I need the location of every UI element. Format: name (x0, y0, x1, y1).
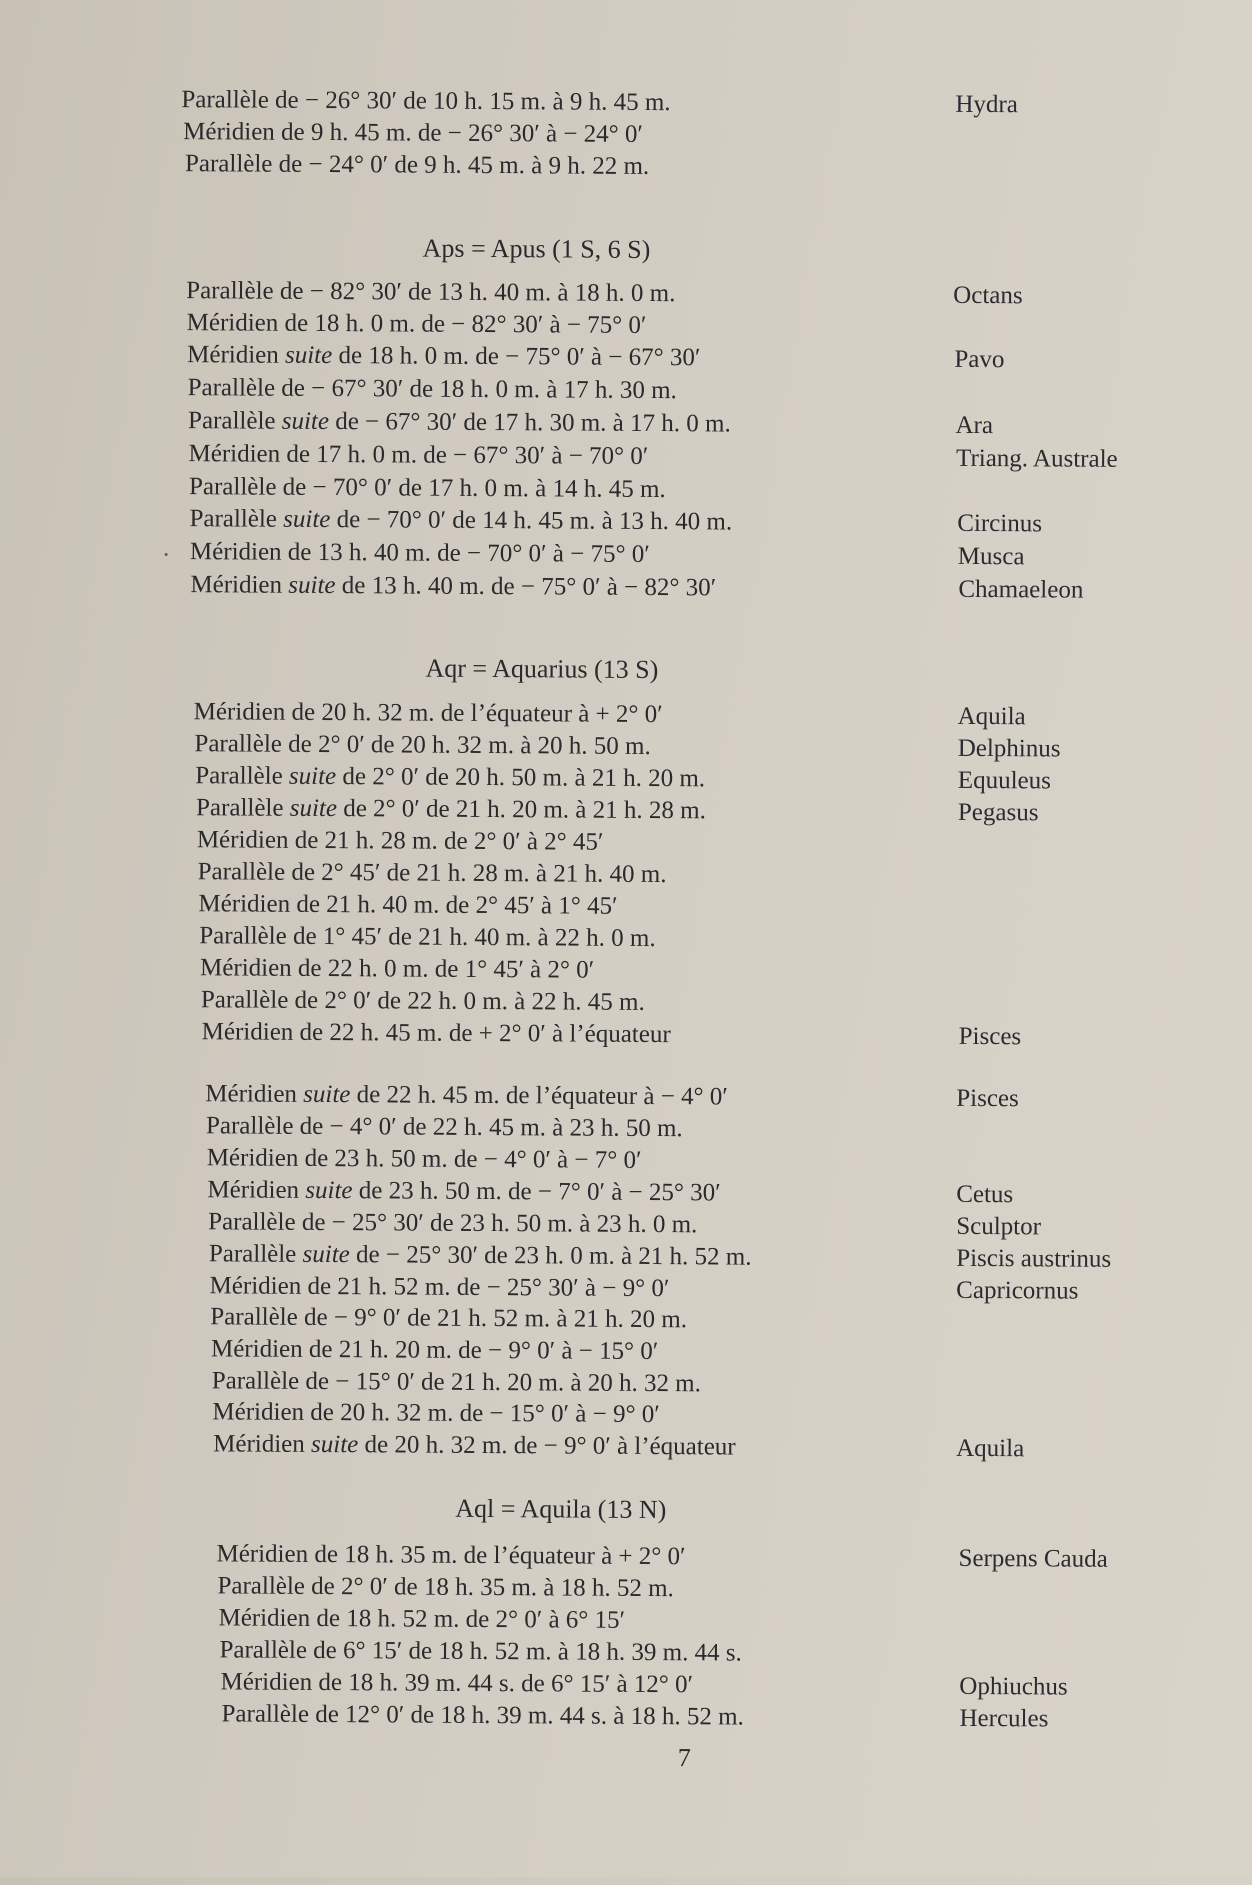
boundary-description (207, 1142, 642, 1177)
description-text: Méridien de 21 h. 40 m. de 2° 45′ à 1° 45′ (198, 890, 618, 920)
boundary-description (210, 1301, 687, 1336)
boundary-description (196, 792, 706, 827)
description-text: Parallèle de 6° 15′ de 18 h. 52 m. à 18 h. 39 m. 44 s. (219, 1636, 742, 1667)
neighbor-constellation: Aquila (956, 1434, 1025, 1463)
neighbor-constellation: Sculptor (956, 1212, 1042, 1241)
boundary-description (221, 1698, 744, 1733)
description-text: Méridien de 23 h. 50 m. de − 4° 0′ à − 7° 0′ (206, 1144, 642, 1174)
neighbor-constellation: Ophiuchus (959, 1672, 1068, 1701)
boundary-description (208, 1206, 697, 1241)
neighbor-constellation: Chamaeleon (958, 575, 1084, 604)
description-text: Méridien de 9 h. 45 m. de − 26° 30′ à − 24° 0′ (183, 118, 644, 148)
boundary-description (181, 84, 670, 119)
boundary-description (218, 1602, 625, 1636)
suite-word: suite (303, 1080, 351, 1109)
boundary-description (199, 920, 656, 955)
description-text: Parallèle de − 24° 0′ de 9 h. 45 m. à 9 h. 22 m. (184, 150, 650, 180)
description-text-continued: de − 70° 0′ de 14 h. 45 m. à 13 h. 40 m. (330, 506, 733, 536)
description-text: Méridien de 18 h. 0 m. de − 82° 30′ à − 75° 0′ (186, 309, 647, 339)
neighbor-constellation: Musca (957, 542, 1025, 571)
boundary-row (0, 1015, 1194, 1054)
boundary-description (212, 1365, 701, 1400)
description-text-continued: de 2° 0′ de 20 h. 50 m. à 21 h. 20 m. (336, 763, 706, 793)
description-text: Parallèle (188, 407, 282, 435)
suite-word: suite (288, 571, 336, 600)
description-text: Méridien de 18 h. 39 m. 44 s. de 6° 15′ à 12° 0′ (220, 1668, 694, 1699)
boundary-description (217, 1570, 674, 1605)
description-text: Méridien de 20 h. 32 m. de l’équateur à + 2° 0′ (193, 698, 663, 729)
description-text-continued: de 23 h. 50 m. de − 7° 0′ à − 25° 30′ (352, 1177, 721, 1207)
boundary-description (189, 471, 666, 506)
boundary-description (188, 372, 677, 407)
description-text: Parallèle de − 70° 0′ de 17 h. 0 m. à 14 h. 45 m. (188, 473, 666, 504)
page-number: 7 (677, 1743, 691, 1773)
description-text: Parallèle de 2° 0′ de 18 h. 35 m. à 18 h. 52 m. (217, 1572, 674, 1603)
description-text: Parallèle de 1° 45′ de 21 h. 40 m. à 22 h. 0 m. (199, 922, 656, 953)
neighbor-constellation: Pisces (958, 1022, 1022, 1051)
boundary-description (209, 1238, 752, 1273)
boundary-row (0, 568, 1197, 607)
boundary-description (201, 984, 645, 1019)
boundary-description (186, 275, 675, 310)
description-text-continued: de − 67° 30′ de 17 h. 30 m. à 17 h. 0 m. (328, 408, 731, 438)
neighbor-constellation: Serpens Cauda (958, 1544, 1108, 1573)
description-text: Parallèle de − 4° 0′ de 22 h. 45 m. à 23 h. 50 m. (205, 1112, 683, 1143)
suite-word: suite (283, 505, 331, 534)
boundary-description (200, 952, 594, 986)
boundary-description (194, 728, 651, 763)
boundary-description (197, 824, 604, 858)
description-text: Parallèle de − 26° 30′ de 10 h. 15 m. à 9 h. 45 m. (181, 86, 671, 117)
boundary-description (202, 1016, 671, 1051)
description-text: Parallèle (195, 762, 290, 790)
description-text: Parallèle de − 25° 30′ de 23 h. 50 m. à 23 h. 0 m. (208, 1208, 698, 1239)
boundary-description (216, 1538, 685, 1573)
boundary-description (211, 1333, 658, 1368)
suite-word: suite (305, 1176, 353, 1205)
neighbor-constellation: Ara (955, 411, 994, 440)
boundary-description (198, 888, 617, 923)
boundary-description (213, 1428, 736, 1463)
neighbor-constellation: Cetus (956, 1180, 1014, 1209)
description-text: Parallèle de 2° 0′ de 20 h. 32 m. à 20 h. 50 m. (194, 730, 651, 760)
section-heading: Aps = Apus (1 S, 6 S) (422, 233, 651, 264)
boundary-description (183, 116, 643, 151)
neighbor-constellation: Pisces (956, 1084, 1019, 1113)
neighbor-constellation: Delphinus (957, 734, 1061, 763)
description-text: Méridien de 21 h. 28 m. de 2° 0′ à 2° 45′ (196, 826, 604, 856)
description-text: Méridien de 20 h. 32 m. de − 15° 0′ à − 9° 0′ (212, 1398, 660, 1429)
description-text-continued: de − 25° 30′ de 23 h. 0 m. à 21 h. 52 m. (349, 1241, 752, 1271)
description-text: Parallèle (189, 505, 284, 533)
boundary-description (207, 1174, 720, 1209)
boundary-description (205, 1078, 728, 1113)
description-text: Méridien de 18 h. 52 m. de 2° 0′ à 6° 15′ (218, 1604, 626, 1634)
neighbor-constellation: Pegasus (957, 798, 1039, 827)
description-text: Parallèle de − 67° 30′ de 18 h. 0 m. à 17 h. 30 m. (187, 374, 677, 405)
description-text: Méridien de 13 h. 40 m. de − 70° 0′ à − 75° 0′ (189, 538, 650, 568)
neighbor-constellation: Hercules (959, 1704, 1049, 1733)
description-text: Parallèle de 12° 0′ de 18 h. 39 m. 44 s. à 18 h. 52 m. (221, 1700, 744, 1731)
description-text: Méridien (205, 1080, 304, 1108)
boundary-description (187, 307, 647, 342)
neighbor-constellation: Aquila (957, 702, 1026, 731)
boundary-description (195, 760, 705, 795)
neighbor-constellation: Triang. Australe (956, 444, 1118, 473)
description-text: Méridien (190, 571, 289, 599)
boundary-description (187, 339, 700, 374)
suite-word: suite (302, 1240, 350, 1269)
description-text-continued: de 22 h. 45 m. de l’équateur à − 4° 0′ (350, 1081, 728, 1111)
suite-word: suite (288, 762, 337, 791)
boundary-description (185, 148, 649, 183)
description-text: Méridien de 21 h. 52 m. de − 25° 30′ à − 9° 0′ (209, 1272, 670, 1303)
boundary-description (190, 536, 650, 571)
description-text: Méridien de 22 h. 45 m. de + 2° 0′ à l’équateur (201, 1018, 671, 1049)
description-text: Parallèle de 2° 0′ de 22 h. 0 m. à 22 h. 45 m. (200, 986, 645, 1016)
boundary-description (212, 1396, 659, 1431)
suite-word: suite (281, 407, 330, 436)
boundary-description (189, 503, 732, 538)
section-heading: Aqr = Aquarius (13 S) (425, 653, 659, 685)
boundary-description (206, 1110, 683, 1145)
description-text: Méridien (207, 1176, 306, 1204)
boundary-description (198, 856, 667, 891)
description-text-continued: de 2° 0′ de 21 h. 20 m. à 21 h. 28 m. (336, 795, 706, 825)
print-speck (165, 553, 168, 556)
description-text: Méridien (187, 341, 286, 369)
description-text-continued: de 18 h. 0 m. de − 75° 0′ à − 67° 30′ (332, 342, 701, 372)
description-text: Parallèle (195, 794, 290, 822)
neighbor-constellation: Capricornus (956, 1276, 1079, 1305)
boundary-description (188, 438, 648, 473)
suite-word: suite (284, 341, 333, 370)
description-text: Parallèle de − 15° 0′ de 21 h. 20 m. à 20 h. 32 m. (211, 1367, 702, 1398)
section-heading: Aql = Aquila (13 N) (455, 1493, 667, 1525)
boundary-description (210, 1270, 670, 1305)
boundary-description (190, 569, 716, 604)
boundary-description (194, 696, 663, 731)
description-text: Parallèle (208, 1240, 303, 1268)
boundary-row (0, 147, 1199, 186)
boundary-row (0, 1427, 1191, 1466)
description-text: Méridien (213, 1430, 312, 1458)
description-text: Parallèle de − 82° 30′ de 13 h. 40 m. à 18 h. 0 m. (186, 277, 676, 308)
neighbor-constellation: Octans (953, 281, 1023, 310)
boundary-description (188, 405, 731, 440)
boundary-description (220, 1666, 693, 1701)
description-text-continued: de 13 h. 40 m. de − 75° 0′ à − 82° 30′ (335, 572, 717, 602)
description-text: Méridien de 17 h. 0 m. de − 67° 30′ à − 70° 0′ (188, 440, 649, 470)
suite-word: suite (310, 1430, 359, 1459)
boundary-row (0, 1697, 1190, 1736)
neighbor-constellation: Circinus (957, 509, 1043, 538)
description-text: Parallèle de − 9° 0′ de 21 h. 52 m. à 21 h. 20 m. (210, 1303, 688, 1334)
neighbor-constellation: Equuleus (957, 766, 1051, 795)
description-text: Méridien de 18 h. 35 m. de l’équateur à + 2° 0′ (216, 1540, 686, 1571)
neighbor-constellation: Pavo (954, 345, 1005, 374)
neighbor-constellation: Hydra (955, 90, 1018, 119)
description-text: Méridien de 22 h. 0 m. de 1° 45′ à 2° 0′ (200, 954, 595, 984)
boundary-description (219, 1634, 742, 1669)
description-text: Méridien de 21 h. 20 m. de − 9° 0′ à − 15° 0′ (210, 1335, 659, 1366)
neighbor-constellation: Piscis austrinus (956, 1244, 1112, 1273)
description-text: Parallèle de 2° 45′ de 21 h. 28 m. à 21 h. 40 m. (197, 858, 667, 889)
description-text-continued: de 20 h. 32 m. de − 9° 0′ à l’équateur (358, 1431, 736, 1461)
suite-word: suite (289, 794, 338, 823)
